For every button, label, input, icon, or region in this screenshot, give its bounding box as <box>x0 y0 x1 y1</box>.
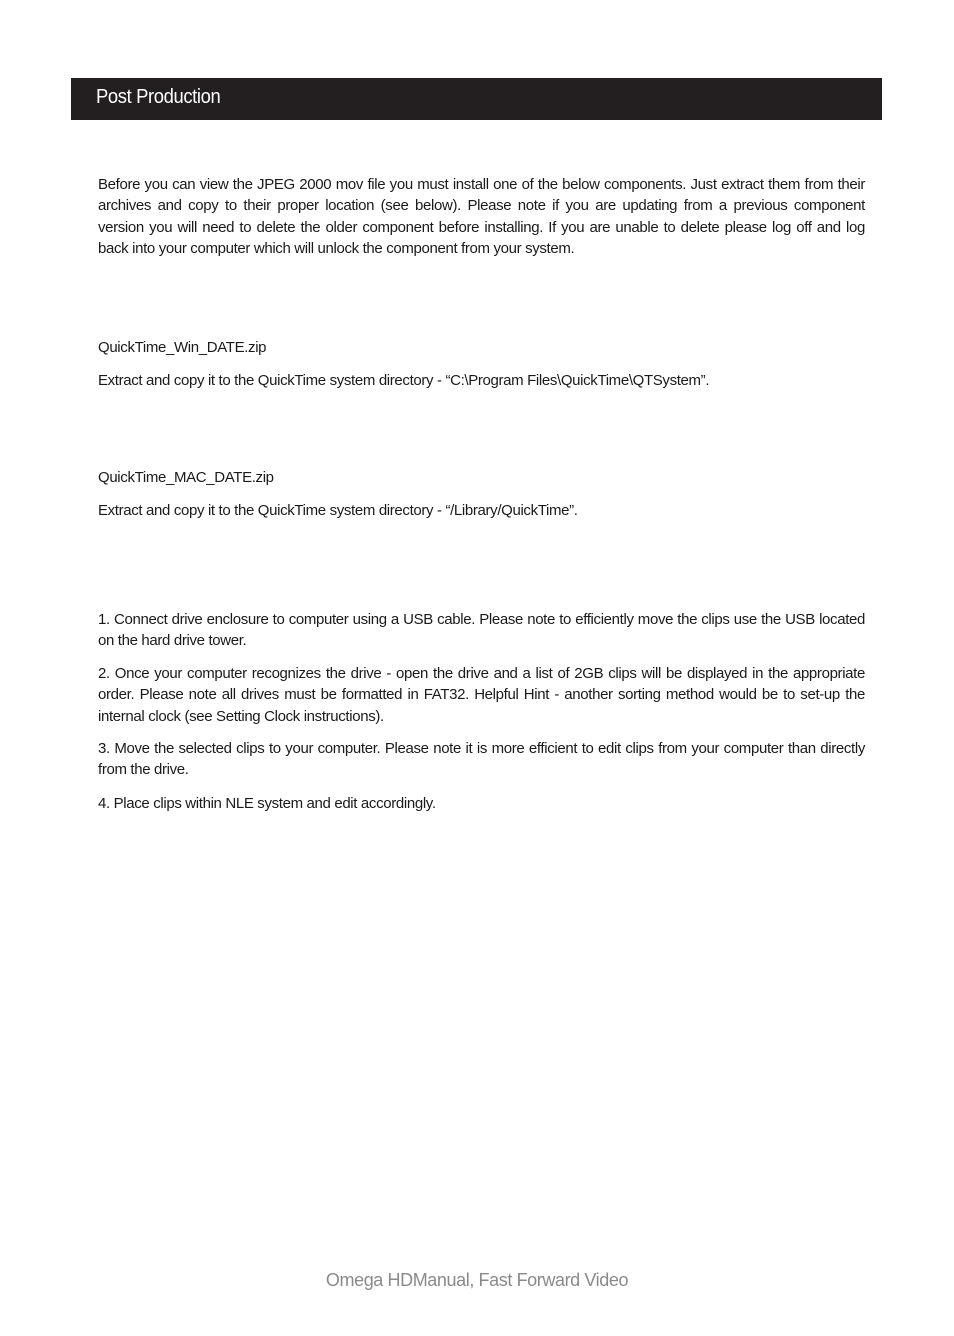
section-title: Post Production <box>96 86 221 108</box>
section-header-bar <box>71 78 882 120</box>
windows-component-filename: QuickTime_Win_DATE.zip <box>98 339 267 356</box>
step-item-3: 3. Move the selected clips to your computer. Please note it is more efficient to edit clips from your computer than directly from the drive. <box>98 740 865 779</box>
step-item-4: 4. Place clips within NLE system and edit accordingly. <box>98 795 436 812</box>
mac-component-filename: QuickTime_MAC_DATE.zip <box>98 469 274 486</box>
step-item-2: 2. Once your computer recognizes the drive - open the drive and a list of 2GB clips will be displayed in the appropriate order. Please note all drives must be formatted in FAT32. Helpful Hint - another sorting method would be to set-up the internal clock (see Setting Clock instructions). <box>98 665 865 725</box>
step-item-1: 1. Connect drive enclosure to computer using a USB cable. Please note to efficiently move the clips use the USB located on the hard drive tower. <box>98 611 865 650</box>
page-footer: Omega HDManual, Fast Forward Video <box>325 1270 629 1290</box>
intro-paragraph: Before you can view the JPEG 2000 mov file you must install one of the below components. Just extract them from their archives and copy to their proper location (see below). Please note if you are updating from a previous component version you will need to delete the older component before installing. If you are unable to delete please log off and log back into your computer which will unlock the component from your system. <box>98 176 865 257</box>
windows-install-instruction: Extract and copy it to the QuickTime system directory - “C:\Program Files\QuickTime\QTSystem”. <box>98 372 710 389</box>
mac-install-instruction: Extract and copy it to the QuickTime system directory - “/Library/QuickTime”. <box>98 502 578 519</box>
